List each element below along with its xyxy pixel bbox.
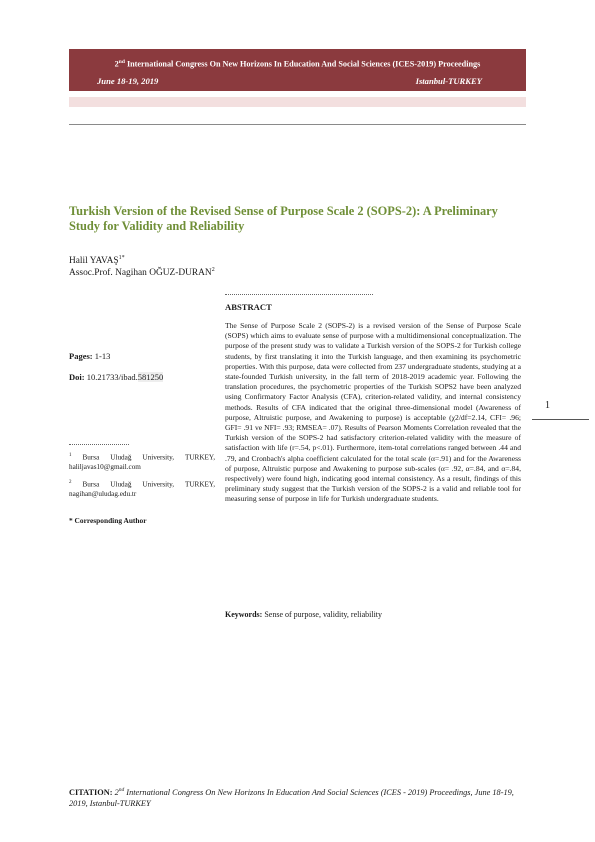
abstract-rule xyxy=(225,294,373,295)
citation: CITATION: 2nd International Congress On New Horizons In Education And Social Sciences (ICES - 2019) Proceedings, June 18-19, 2019, Istanbul-TURKEY xyxy=(69,787,514,808)
page-number: 1 xyxy=(545,400,550,411)
header-divider xyxy=(69,124,526,125)
congress-location: Istanbul-TURKEY xyxy=(415,76,482,86)
congress-banner xyxy=(69,49,526,91)
doi-link[interactable]: 10.21733/ibad.581250 xyxy=(86,372,164,382)
congress-title: 2nd International Congress On New Horizons In Education And Social Sciences (ICES-2019) Proceedings xyxy=(114,59,481,69)
author-1: Halil $YAVAŞ^{1*}$ xyxy=(69,255,125,267)
keywords: Keywords: Sense of purpose, validity, reliability xyxy=(225,610,383,619)
affiliation-rule xyxy=(69,444,129,445)
congress-date: June 18-19, 2019 xyxy=(97,76,159,86)
abstract-heading: ABSTRACT xyxy=(225,302,272,312)
corresponding-author: * Corresponding Author xyxy=(69,516,147,525)
paper-title: Turkish Version of the Revised Sense of Purpose Scale 2 (SOPS-2): A Preliminary Study for Validity and Reliability xyxy=(69,204,498,233)
banner-stripe xyxy=(69,97,526,107)
author-2: Assoc.Prof. Nagihan OĞUZ-DURAN$^2$ xyxy=(69,267,215,279)
pages-info: Pages: 1-13 xyxy=(69,351,111,361)
page-number-rule xyxy=(532,419,589,420)
doi-info: Doi: 10.21733/ibad.581250 xyxy=(69,372,164,382)
abstract-body: The Sense of Purpose Scale 2 (SOPS-2) is a revised version of the Sense of Purpose Scale (SOPS) which aims to evaluate sense of purpose with a multidimensional conceptualization. The purpose of the present study was to validate a Turkish version of the SOPS-2 for Turkish college students, by first translating it into the Turkish language, and then examining its psychometric properties. With this purpose, data were collected from 237 undergraduate students, studying at a state-founded Turkish university, in the fall term of 2018-2019 academic year. Following the translation procedures, the psychometric properties of the Turkish SOPS2 have been analyzed using Confirmatory Factor Analysis (CFA), criterion-related validity, and internal consistency methods. Results of CFA indicated that the original three-dimensional model (Awareness of purpose, Altruistic purpose, and Awakening to purpose) is acceptable (χ2/df=2.14, CFI= .96; GFI= .91 ve NFI= .93; RMSEA= .07). Results of Pearson Moments Correlation revealed that the Turkish version of the SOPS-2 had satisfactory criterion-related validity with the measure of satisfaction with life (r=.54, p<.01). Furthermore, item-total correlations ranged between .44 and .79, and Cronbach's alpha coefficient calculated for the total scale (α=.91) and for the Awareness of purpose, Altruistic purpose and Awakening to purpose sub-scales (α= .92, α=.84, and α=.84, respectively) were found high, indicating good internal consistency. As a result, findings of this preliminary study suggest that the Turkish version of the SOPS-2 is a valid and reliable tool for measuring sense of purpose in life for Turkish undergraduate students. xyxy=(225,321,521,504)
affiliation-2: $^2$ Bursa Uludağ University, TURKEY, nagihan@uludag.edu.tr xyxy=(69,480,215,499)
affiliation-1: $^1$ Bursa Uludağ University, TURKEY, haliljavas10@gmail.com xyxy=(69,453,215,472)
